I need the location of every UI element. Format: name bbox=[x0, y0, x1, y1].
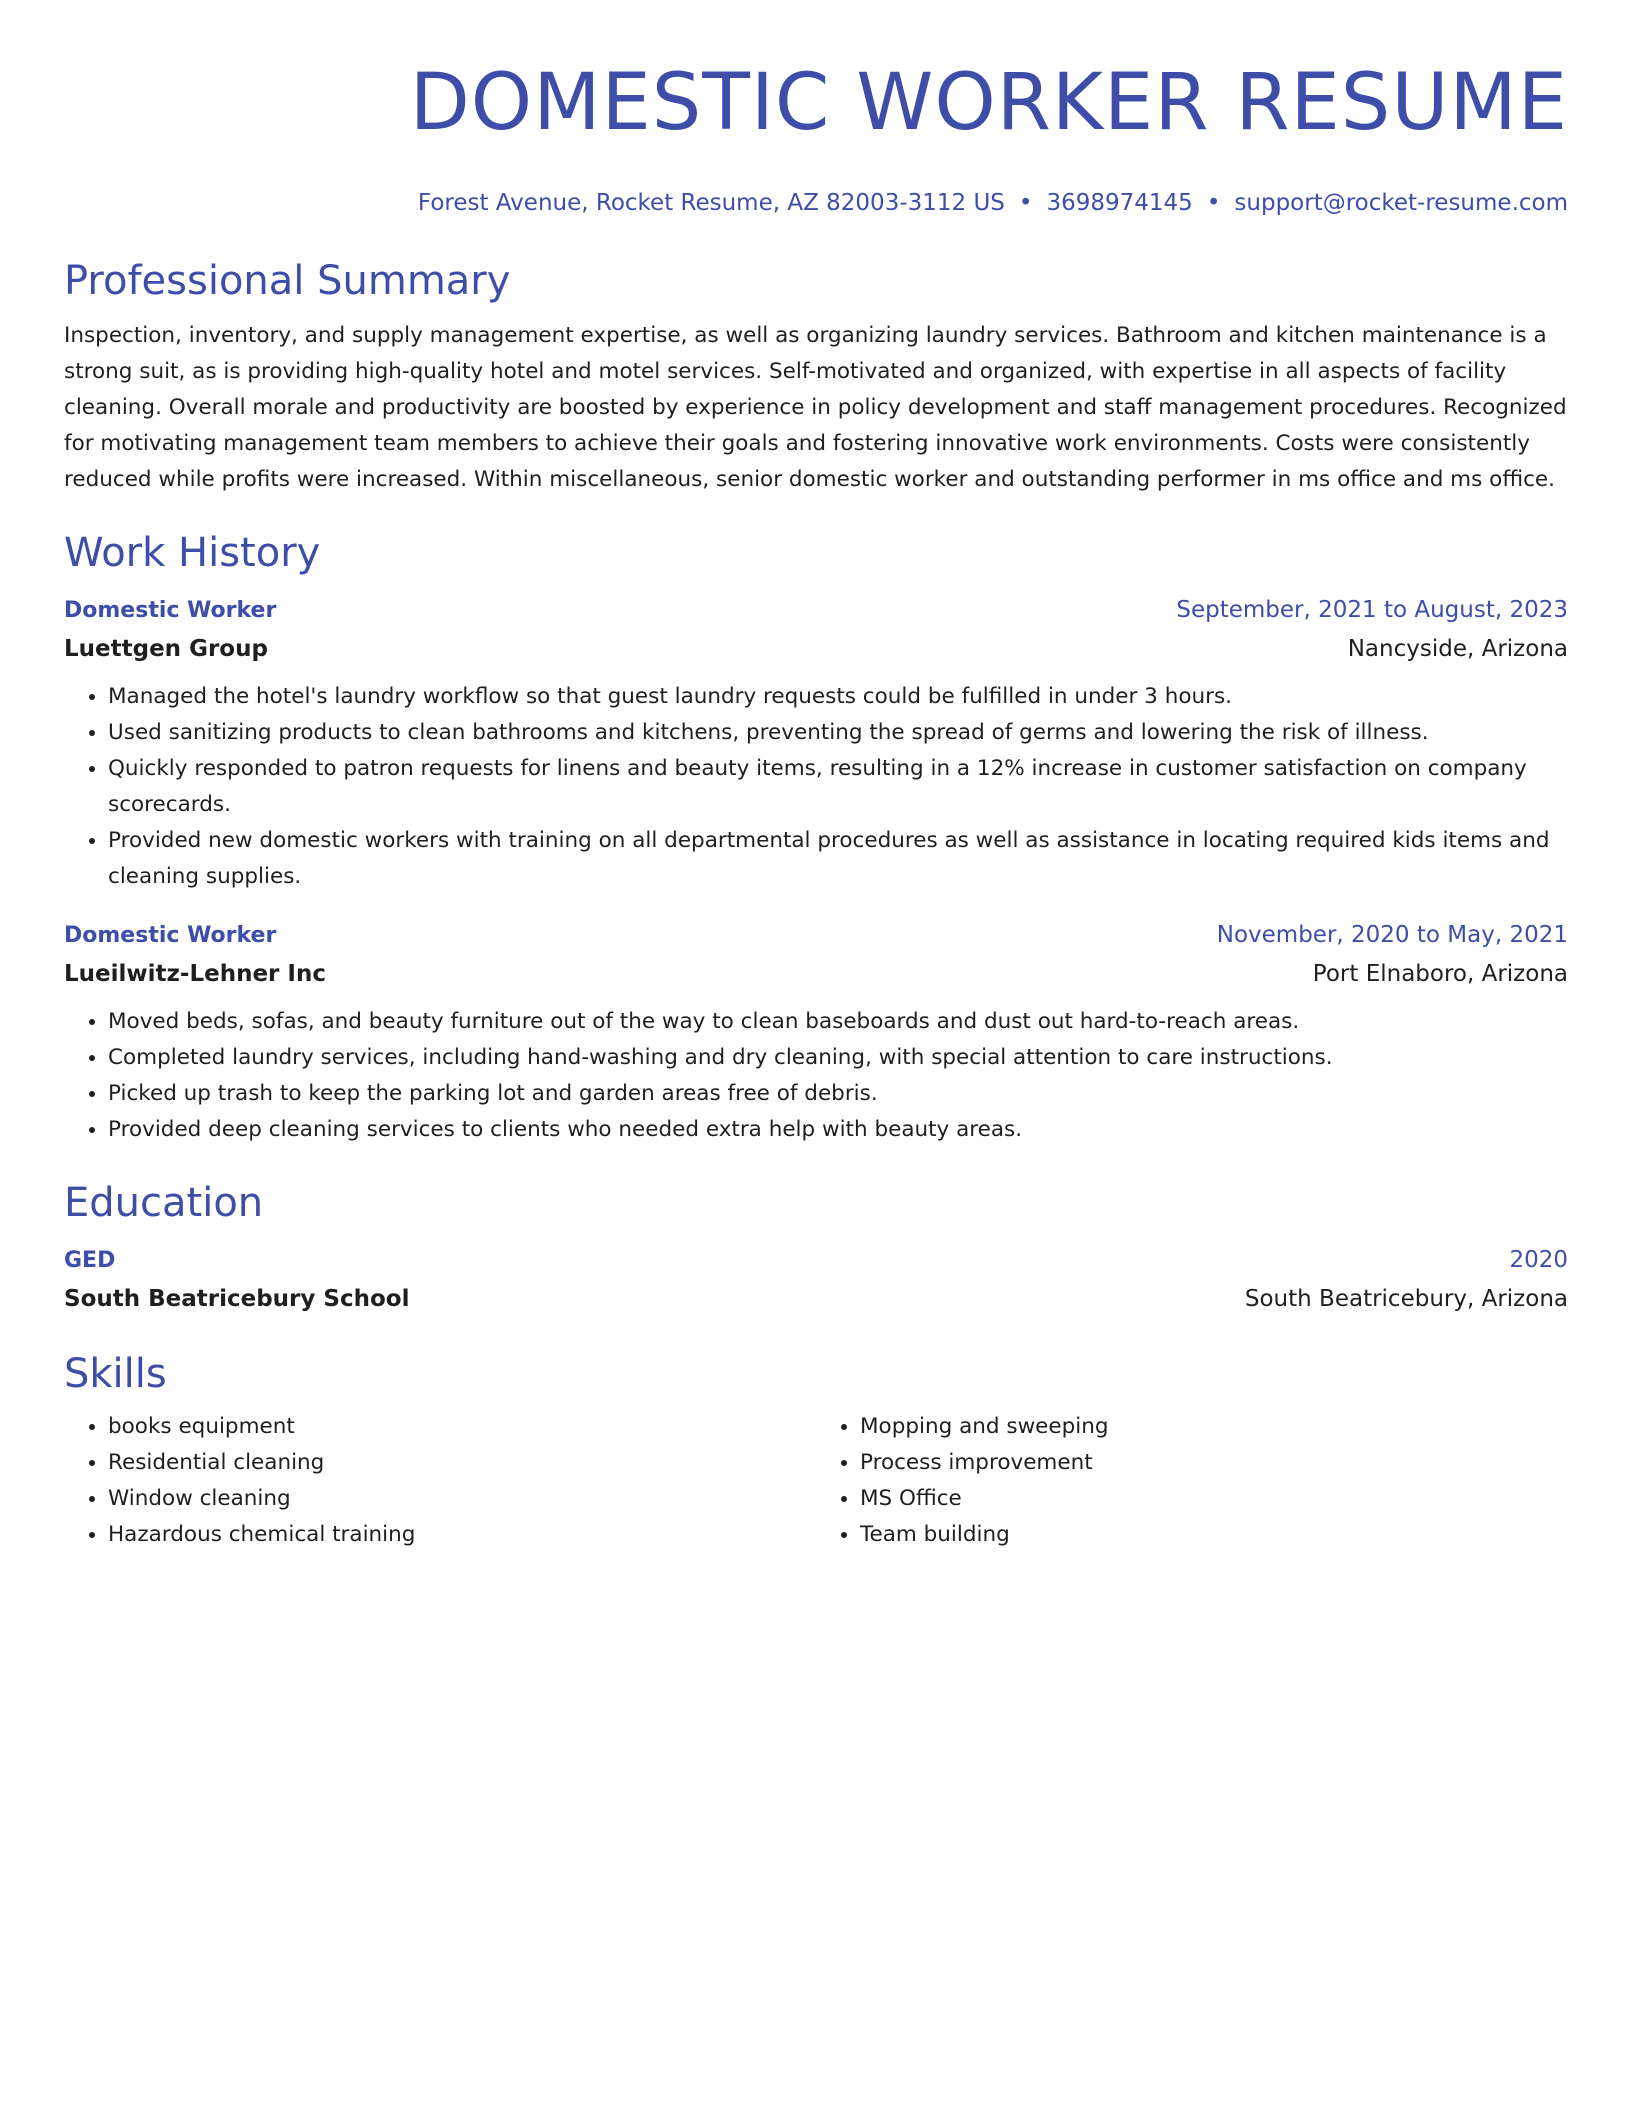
contact-email: support@rocket-resume.com bbox=[1234, 190, 1568, 216]
skill-item: • Process improvement bbox=[860, 1445, 1568, 1481]
job-company: Lueilwitz-Lehner Inc bbox=[64, 961, 326, 987]
skills-heading: Skills bbox=[64, 1351, 167, 1397]
job-dates: November, 2020 to May, 2021 bbox=[1216, 922, 1568, 948]
contact-separator: • bbox=[1018, 190, 1033, 216]
job-location: Port Elnaboro, Arizona bbox=[1312, 961, 1568, 987]
job-entry bbox=[64, 917, 1568, 1148]
education-section bbox=[64, 1178, 1568, 1319]
skill-item: • Window cleaning bbox=[108, 1481, 816, 1517]
contact-phone: 3698974145 bbox=[1046, 190, 1193, 216]
job-bullets bbox=[64, 1004, 1568, 1148]
job-bullet: • Provided deep cleaning services to clients who needed extra help with beauty areas. bbox=[108, 1112, 1568, 1148]
skills-grid bbox=[64, 1409, 1568, 1553]
skills-section bbox=[64, 1349, 1568, 1553]
summary-text: Inspection, inventory, and supply management expertise, as well as organizing laundry services. Bathroom and kitchen maintenance is a strong suit, as is providing high-quality hotel and motel services. Self-motivated and organized, with expertise in all aspects of facility cleaning. Overall morale and productivity are boosted by experience in policy development and staff management procedures. Recognized for motivating management team members to achieve their goals and fostering innovative work environments. Costs were consistently reduced while profits were increased. Within miscellaneous, senior domestic worker and outstanding performer in ms office and ms office. bbox=[64, 323, 1567, 492]
education-degree-row bbox=[64, 1242, 1568, 1279]
summary-section bbox=[64, 256, 1568, 498]
contact-separator: • bbox=[1206, 190, 1221, 216]
job-company-row bbox=[64, 629, 1568, 669]
job-bullet: • Used sanitizing products to clean bathrooms and kitchens, preventing the spread of germs and lowering the risk of illness. bbox=[108, 715, 1568, 751]
education-school: South Beatricebury School bbox=[64, 1286, 410, 1312]
skill-item: • Residential cleaning bbox=[108, 1445, 816, 1481]
job-title-row bbox=[64, 592, 1568, 629]
contact-address: Forest Avenue, Rocket Resume, AZ 82003-3112 US bbox=[417, 190, 1005, 216]
job-bullet: • Completed laundry services, including hand-washing and dry cleaning, with special attention to care instructions. bbox=[108, 1040, 1568, 1076]
job-bullet: • Quickly responded to patron requests for linens and beauty items, resulting in a 12% increase in customer satisfaction on company scorecards. bbox=[108, 751, 1568, 823]
education-school-row bbox=[64, 1279, 1568, 1319]
job-title: Domestic Worker bbox=[64, 598, 277, 623]
skill-item: • Mopping and sweeping bbox=[860, 1409, 1568, 1445]
resume-title: DOMESTIC WORKER RESUME bbox=[409, 58, 1568, 148]
skills-list-left bbox=[64, 1409, 816, 1553]
job-company-row bbox=[64, 954, 1568, 994]
job-company: Luettgen Group bbox=[64, 636, 268, 662]
education-degree: GED bbox=[64, 1248, 116, 1273]
education-year: 2020 bbox=[1509, 1247, 1568, 1273]
job-bullet: • Moved beds, sofas, and beauty furniture out of the way to clean baseboards and dust out hard-to-reach areas. bbox=[108, 1004, 1568, 1040]
job-bullet: • Provided new domestic workers with training on all departmental procedures as well as assistance in locating required kids items and cleaning supplies. bbox=[108, 823, 1568, 895]
education-entry bbox=[64, 1242, 1568, 1319]
job-title-row bbox=[64, 917, 1568, 954]
skill-item: • Team building bbox=[860, 1517, 1568, 1553]
summary-heading: Professional Summary bbox=[64, 258, 511, 304]
job-bullets bbox=[64, 679, 1568, 895]
job-title: Domestic Worker bbox=[64, 923, 277, 948]
work-history-heading: Work History bbox=[64, 530, 321, 576]
job-bullet: • Managed the hotel's laundry workflow so that guest laundry requests could be fulfilled in under 3 hours. bbox=[108, 679, 1568, 715]
job-dates: September, 2021 to August, 2023 bbox=[1176, 597, 1568, 623]
skill-item: • MS Office bbox=[860, 1481, 1568, 1517]
skill-item: • Hazardous chemical training bbox=[108, 1517, 816, 1553]
resume-header bbox=[64, 0, 1568, 218]
work-history-section bbox=[64, 528, 1568, 1148]
job-bullet: • Picked up trash to keep the parking lot and garden areas free of debris. bbox=[108, 1076, 1568, 1112]
education-location: South Beatricebury, Arizona bbox=[1244, 1286, 1568, 1312]
job-entry bbox=[64, 592, 1568, 895]
skills-list-right bbox=[816, 1409, 1568, 1553]
job-location: Nancyside, Arizona bbox=[1347, 636, 1568, 662]
contact-line bbox=[64, 188, 1568, 218]
education-heading: Education bbox=[64, 1180, 264, 1226]
skill-item: • books equipment bbox=[108, 1409, 816, 1445]
